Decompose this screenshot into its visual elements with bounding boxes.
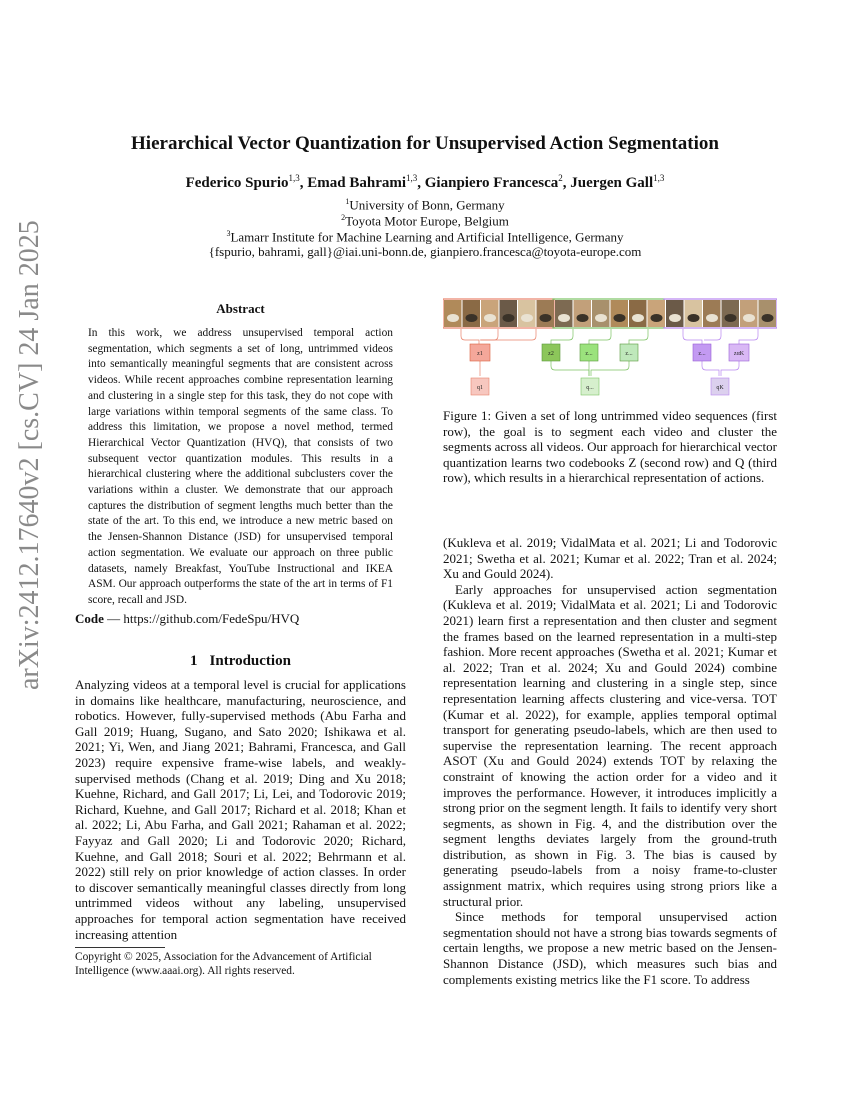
author-name: Emad Bahrami (307, 175, 407, 191)
figure-caption: Figure 1: Given a set of long untrimmed video sequences (first row), the goal is to segment each video and cluster the segments across all videos. Our approach for hierarchical vector quantization learns two codebooks Z (second row) and Q (third row), which results in a hierarchical representation of actions. (443, 408, 777, 486)
code-link-line (75, 611, 406, 627)
z-label: z... (625, 351, 633, 357)
figure-1-diagram (443, 298, 777, 400)
video-frame-thumbnail (629, 300, 647, 327)
video-frame-thumbnail (444, 300, 462, 327)
author-affil-sup: 2 (558, 173, 563, 183)
abstract-text: In this work, we address unsupervised temporal action segmentation, which segments a set of long, untrimmed videos into semantically meaningful segments that are consistent across videos. While recent approaches combine representation learning and clustering in a single step for this task, they do not cope with large variations within temporal segments of the same class. To address this limitation, we propose a novel method, termed Hierarchical Vector Quantization (HVQ), that consists of two subsequent vector quantization modules. This results in a hierarchical clustering where the additional subclusters cover the variations within a cluster. We demonstrate that our approach captures the distribution of segment lengths much better than the state of the art. To this end, we introduce a new metric based on the Jensen-Shannon Distance (JSD) for unsupervised temporal action segmentation. We evaluate our approach on three public datasets, namely Breakfast, YouTube Instructional and IKEA ASM. Our approach outperforms the state of the art in terms of F1 score, recall and JSD. (88, 327, 393, 606)
video-frame-thumbnail (759, 300, 777, 327)
frame-plate-shape (725, 314, 737, 322)
arxiv-sidebar (6, 220, 54, 690)
frame-plate-shape (558, 314, 570, 322)
frame-plate-shape (540, 314, 552, 322)
z-label: z1 (477, 351, 483, 357)
q-label: qK (716, 385, 724, 391)
frame-plate-shape (632, 314, 644, 322)
author-affil-sup: 1,3 (653, 173, 665, 183)
frame-plate-shape (466, 314, 478, 322)
video-frame-thumbnail (574, 300, 592, 327)
author-emails: {fspurio, bahrami, gall}@iai.uni-bonn.de, gianpiero.francesca@toyota-europe.com (208, 244, 642, 259)
frame-plate-shape (762, 314, 774, 322)
video-frame-thumbnail (537, 300, 555, 327)
footnote-rule (75, 947, 165, 948)
author-name: Gianpiero Francesca (424, 175, 559, 191)
affiliation: $^2$Toyota Motor Europe, Belgium (341, 213, 509, 229)
video-frame-strip (443, 299, 777, 328)
frame-plate-shape (743, 314, 755, 322)
intro-left-paragraph: Analyzing videos at a temporal level is crucial for applications in domains like healthcare, manufacturing, neuroscience, and robotics. However, fully-supervised methods (Abu Farha and Gall 2019; Huang, Sugano, and Sato 2020; Ishikawa et al. 2021; Yi, Wen, and Jiang 2021; Bahrami, Francesca, and Gall 2023) require expensive frame-wise labels, and weakly-supervised methods (Chang et al. 2019; Ding and Xu 2018; Kuehne, Richard, and Gall 2017; Li, Lei, and Todorovic 2019; Richard, Kuehne, and Gall 2017; Richard et al. 2018; Khan et al. 2022; Li, Abu Farha, and Gall 2021; Rahaman et al. 2022; Fayyaz and Gall 2020; Li and Todorovic 2020; Richard, Kuehne, and Gall 2018; Souri et al. 2022; Behrmann et al. 2022) still rely on prior knowledge of action classes. In order to discover semantically meaningful classes directly from long untrimmed videos without any labeling, unsupervised approaches for temporal action segmentation have received increasing attention (75, 677, 406, 942)
code-label: Code (75, 611, 104, 626)
video-frame-thumbnail (611, 300, 629, 327)
video-frame-thumbnail (648, 300, 666, 327)
affiliation: $^3$Lamarr Institute for Machine Learning and Artificial Intelligence, Germany (226, 229, 624, 245)
frame-plate-shape (595, 314, 607, 322)
code-url[interactable]: — https://github.com/FedeSpu/HVQ (103, 611, 300, 626)
intro-right-paragraph: (Kukleva et al. 2019; VidalMata et al. 2021; Li and Todorovic 2021; Swetha et al. 2021; Kumar et al. 2022; Tran et al. 2024; Xu and Gould 2024). (443, 535, 777, 582)
z-label: z... (698, 351, 706, 357)
intro-right-paragraph: Early approaches for unsupervised action segmentation (Kukleva et al. 2019; VidalMata et al. 2021; Li and Todorovic 2021) learn first a representation and then cluster and segment the frames based on the learned representation in a multi-step fashion. More recent approaches (Swetha et al. 2021; Kumar et al. 2022; Tran et al. 2024; Xu and Gould 2024) combine representation learning and clustering in a single step, since representation learning affects clustering and vice-versa. TOT (Kumar et al. 2022), for example, applies temporal optimal transport for generating pseudo-labels, which are then used to supervise the representation learning. The recent approach ASOT (Xu and Gould 2024) extends TOT by relaxing the constraint of knowing the action order for a video and it improves the performance. However, it introduces implicitly a strong prior on the segment length. It fails to identify very short segments, as shown in Fig. 4, and the distribution over the segment lengths deviates largely from the ground-truth distribution, as shown in Fig. 3. The bias is caused by generating pseudo-labels from a noisy frame-to-cluster assignment matrix, which requires using strong priors like a structural prior. (443, 581, 777, 909)
video-frame-thumbnail (463, 300, 481, 327)
video-frame-thumbnail (500, 300, 518, 327)
frame-plate-shape (614, 314, 626, 322)
paper-title: Hierarchical Vector Quantization for Unsupervised Action Segmentation (131, 133, 719, 154)
video-frame-thumbnail (592, 300, 610, 327)
frame-plate-shape (688, 314, 700, 322)
intro-right-column (443, 535, 777, 987)
arxiv-identifier: arXiv:2412.17640v2 [cs.CV] 24 Jan 2025 (14, 220, 45, 690)
video-frame-thumbnail (685, 300, 703, 327)
affiliation: $^1$University of Bonn, Germany (345, 197, 505, 213)
copyright-footnote: Copyright © 2025, Association for the Advancement of Artificial Intelligence (www.aaai.org). All rights reserved. (75, 951, 372, 977)
author-affil-sup: 1,3 (406, 173, 418, 183)
section-title: Introduction (209, 653, 291, 669)
video-frame-thumbnail (666, 300, 684, 327)
frame-plate-shape (706, 314, 718, 322)
author-name: Federico Spurio (185, 175, 289, 191)
video-frame-thumbnail (555, 300, 573, 327)
video-frame-thumbnail (518, 300, 536, 327)
frame-plate-shape (484, 314, 496, 322)
video-frame-thumbnail (703, 300, 721, 327)
z-label: zαK (733, 351, 745, 357)
author-affil-sup: 1,3 (288, 173, 300, 183)
section-number: 1 (190, 653, 198, 669)
video-frame-thumbnail (481, 300, 499, 327)
frame-plate-shape (577, 314, 589, 322)
video-frame-thumbnail (740, 300, 758, 327)
intro-right-paragraph: Since methods for temporal unsupervised action segmentation should not have a strong bias towards segments of certain lengths, we propose a new metric based on the Jensen-Shannon Distance (JSD), which measures such bias and complements existing metrics like the F1 score. To address (443, 909, 777, 987)
frame-plate-shape (503, 314, 515, 322)
frame-plate-shape (651, 314, 663, 322)
frame-plate-shape (447, 314, 459, 322)
video-frame-thumbnail (722, 300, 740, 327)
z-label: z2 (548, 351, 554, 357)
q-label: q... (586, 385, 594, 391)
q-label: q1 (477, 385, 483, 391)
author-name: Juergen Gall (570, 175, 654, 191)
z-label: z... (585, 351, 593, 357)
frame-plate-shape (521, 314, 533, 322)
frame-plate-shape (669, 314, 681, 322)
section-heading (75, 653, 406, 670)
abstract-heading: Abstract (216, 301, 265, 316)
q-codebook-nodes (471, 378, 729, 395)
author-list: Federico Spurio$^{1,3}$, Emad Bahrami$^{1,3}$, Gianpiero Francesca$^2$, Juergen Gall$^{1,3}$ (185, 173, 665, 191)
z-codebook-nodes (470, 344, 749, 361)
